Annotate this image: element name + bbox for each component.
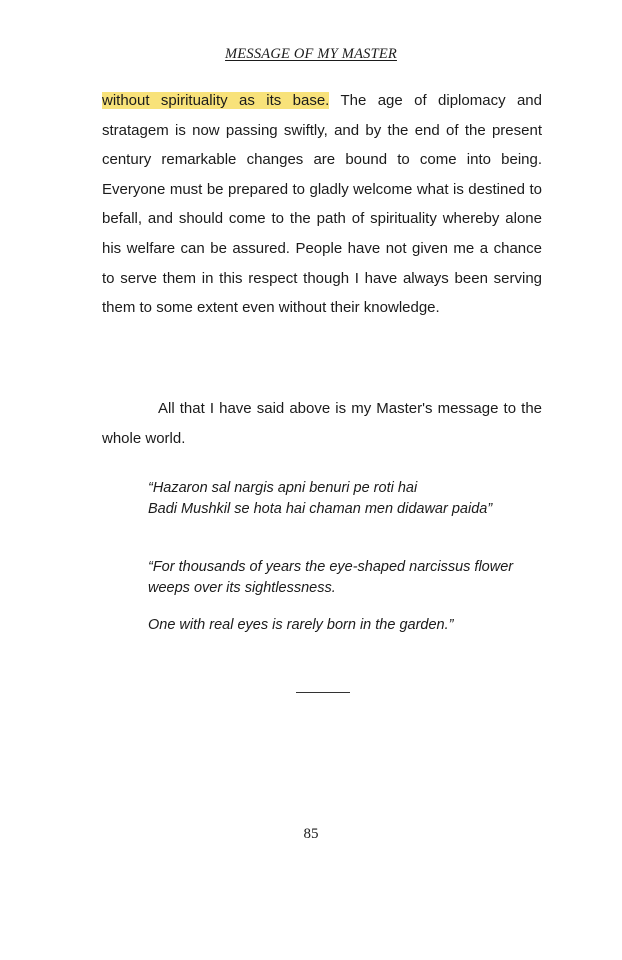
translation-part-2: One with real eyes is rarely born in the garden.”: [148, 617, 454, 633]
running-header: MESSAGE OF MY MASTER: [225, 46, 397, 62]
paragraph-continuation: [102, 86, 542, 323]
paragraph-text: The age of diplomacy and stratagem is now passing swiftly, and by the end of the present century remarkable changes are bound to come into being. Everyone must be prepared to gladly welcome what is destined to befall, and should come to the path of spirituality whereby alone his welfare can be assured. People have not given me a chance to serve them in this respect though I have always been serving them to some extent even without their knowledge.: [102, 92, 542, 317]
page-number: 85: [303, 826, 319, 842]
translation-part-1: “For thousands of years the eye-shaped narcissus flower weeps over its sightlessness.: [148, 559, 514, 596]
highlighted-text[interactable]: without spirituality as its base.: [102, 92, 330, 109]
section-end-rule: [296, 692, 350, 693]
urdu-couplet: [148, 478, 544, 520]
urdu-couplet-line-1: “Hazaron sal nargis apni benuri pe roti hai: [148, 480, 418, 496]
paragraph-master-message: All that I have said above is my Master's message to the whole world.: [102, 400, 542, 447]
urdu-couplet-line-2: Badi Mushkil se hota hai chaman men didawar paida”: [148, 501, 493, 517]
